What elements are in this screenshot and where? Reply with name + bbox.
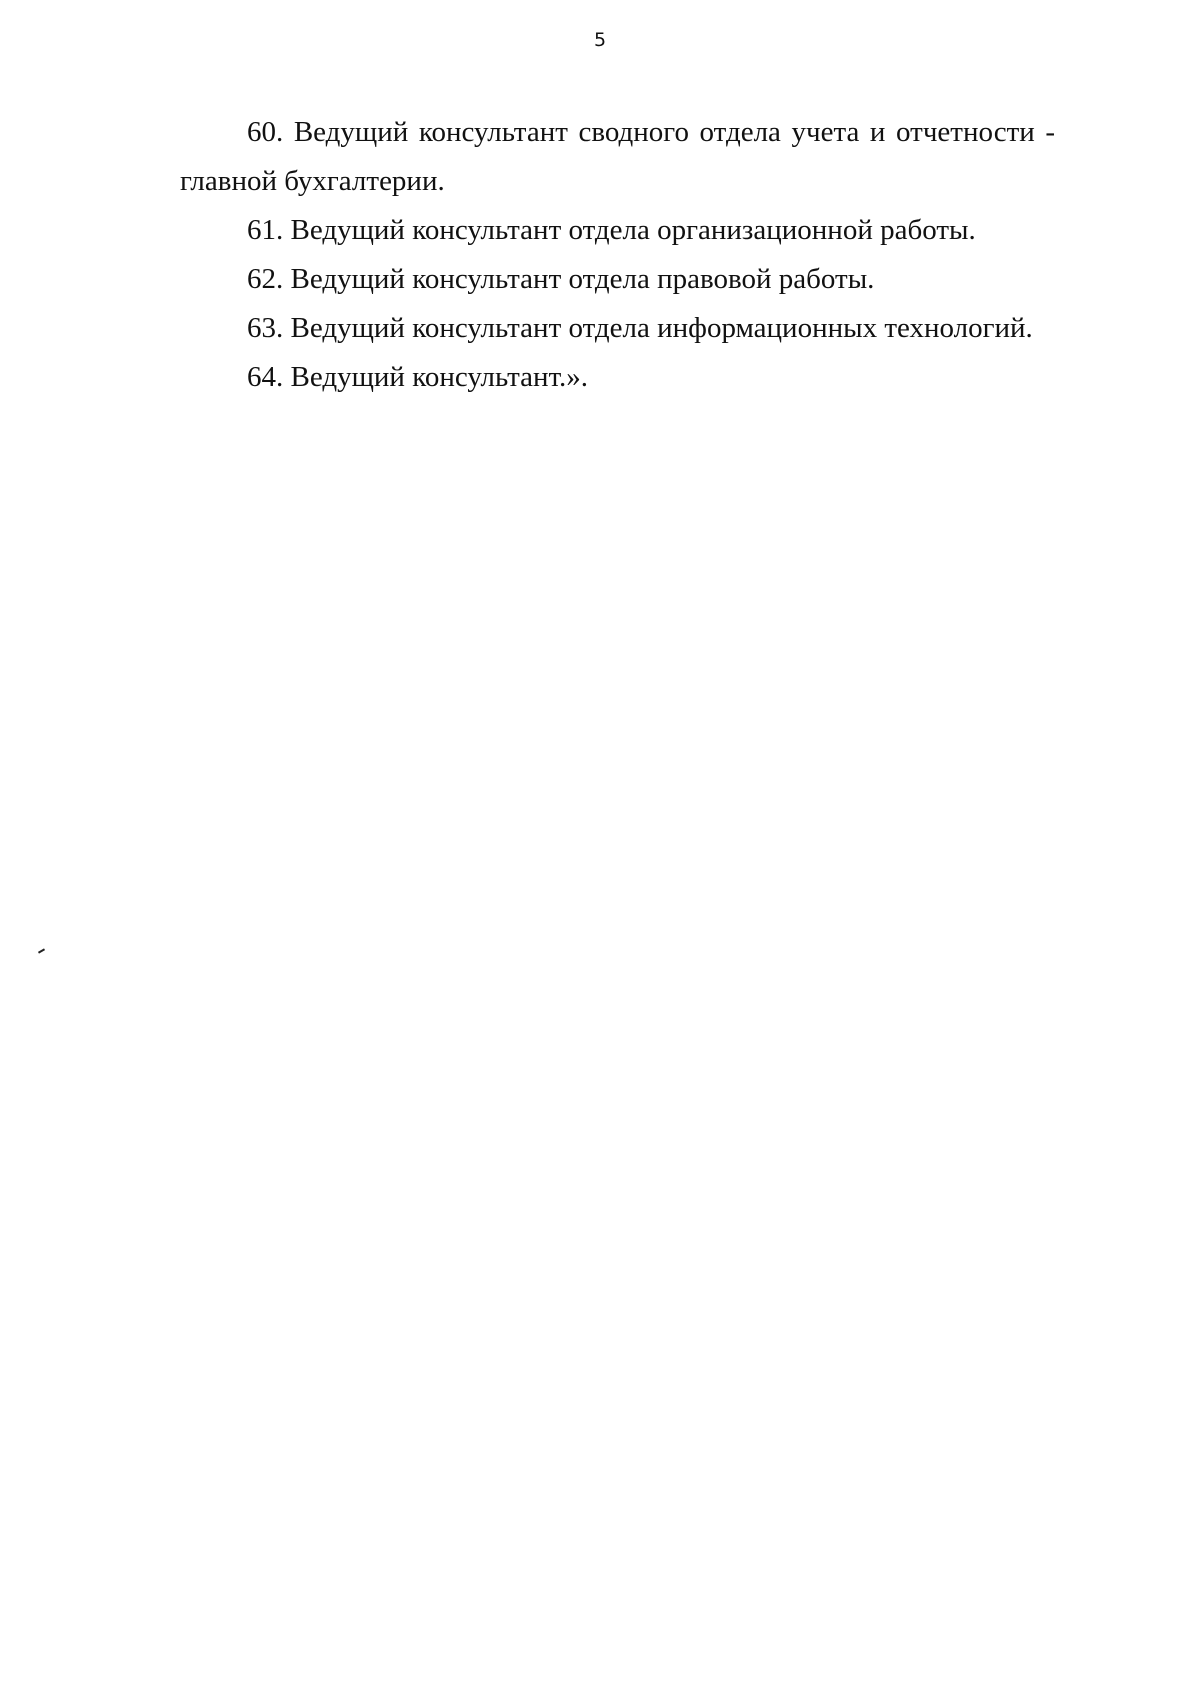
scan-artifact-mark xyxy=(38,948,45,953)
document-body xyxy=(180,108,1055,402)
list-item-63: 63. Ведущий консультант отдела информационных технологий. xyxy=(247,312,1033,344)
list-item-61: 61. Ведущий консультант отдела организационной работы. xyxy=(247,214,976,246)
list-item-62: 62. Ведущий консультант отдела правовой работы. xyxy=(247,263,875,295)
page-number: 5 xyxy=(593,29,607,51)
list-item-60: 60. Ведущий консультант сводного отдела учета и отчетности - главной бухгалтерии. xyxy=(180,116,1055,197)
list-item-64: 64. Ведущий консультант.». xyxy=(247,361,589,393)
